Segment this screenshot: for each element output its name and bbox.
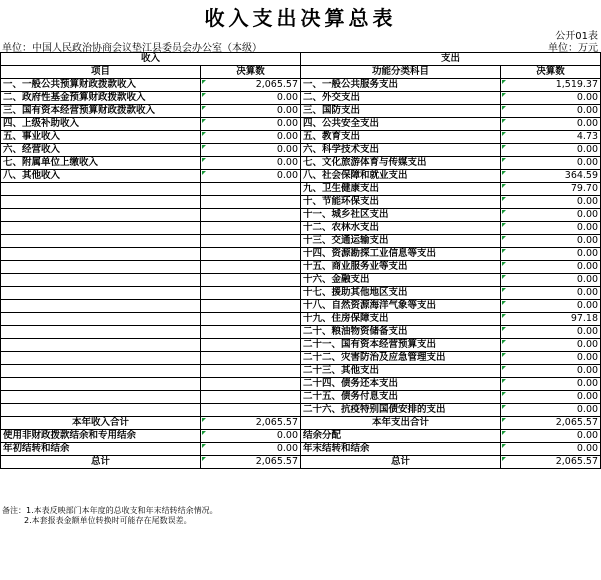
expense-item-cell: 九、卫生健康支出 [301, 183, 501, 196]
year-income-value: 2,065.57 [201, 417, 301, 430]
nonfiscal-value: 0.00 [201, 430, 301, 443]
expense-item-cell: 二十六、抗疫特别国债安排的支出 [301, 404, 501, 417]
table-row [1, 235, 601, 248]
table-row [1, 209, 601, 222]
income-item-cell [1, 196, 201, 209]
expense-item-cell: 十六、金融支出 [301, 274, 501, 287]
table-row [1, 222, 601, 235]
table-row [1, 79, 601, 92]
income-item-cell [1, 352, 201, 365]
footnote-1: 备注：1.本表反映部门本年度的总收支和年末结转结余情况。 [2, 506, 218, 515]
expense-item-cell: 二十一、国有资本经营预算支出 [301, 339, 501, 352]
income-item-cell: 一、一般公共预算财政拨款收入 [1, 79, 201, 92]
currency-label: 单位：万元 [548, 43, 598, 54]
surplus-dist-value: 0.00 [501, 430, 601, 443]
expense-item-cell: 二十、粮油物资储备支出 [301, 326, 501, 339]
expense-item-cell: 二、外交支出 [301, 92, 501, 105]
income-value-cell [201, 274, 301, 287]
expense-value-cell: 0.00 [501, 365, 601, 378]
expense-value-cell: 0.00 [501, 209, 601, 222]
income-value-cell: 0.00 [201, 144, 301, 157]
expense-value-cell: 1,519.37 [501, 79, 601, 92]
income-item-cell [1, 326, 201, 339]
footnote-2: 2.本套报表金额单位转换时可能存在尾数误差。 [24, 516, 192, 525]
table-row [1, 131, 601, 144]
income-value-cell [201, 222, 301, 235]
expense-item-cell: 十二、农林水支出 [301, 222, 501, 235]
grand-total-income: 2,065.57 [201, 456, 301, 469]
income-value-cell: 0.00 [201, 105, 301, 118]
section-header-row [1, 53, 601, 66]
income-item-cell [1, 365, 201, 378]
expense-value-cell: 0.00 [501, 378, 601, 391]
expense-value-cell: 97.18 [501, 313, 601, 326]
item-column-header: 项目 [1, 66, 201, 79]
table-row [1, 118, 601, 131]
income-item-cell: 四、上级补助收入 [1, 118, 201, 131]
income-value-cell: 0.00 [201, 157, 301, 170]
income-value-cell [201, 352, 301, 365]
expense-value-cell: 0.00 [501, 404, 601, 417]
form-number: 公开01表 [555, 31, 598, 42]
income-value-cell: 2,065.57 [201, 79, 301, 92]
year-expense-value: 2,065.57 [501, 417, 601, 430]
table-row [1, 352, 601, 365]
expense-item-cell: 五、教育支出 [301, 131, 501, 144]
income-item-cell [1, 404, 201, 417]
income-item-cell [1, 261, 201, 274]
expense-item-cell: 十八、自然资源海洋气象等支出 [301, 300, 501, 313]
income-value-cell [201, 391, 301, 404]
expense-value-cell: 0.00 [501, 287, 601, 300]
expense-value-cell: 0.00 [501, 157, 601, 170]
income-item-cell: 六、经营收入 [1, 144, 201, 157]
income-item-cell [1, 391, 201, 404]
income-value-cell: 0.00 [201, 131, 301, 144]
income-value-cell [201, 300, 301, 313]
income-value-cell [201, 313, 301, 326]
expense-value-cell: 0.00 [501, 300, 601, 313]
income-value-cell: 0.00 [201, 92, 301, 105]
income-item-cell: 七、附属单位上缴收入 [1, 157, 201, 170]
table-row [1, 365, 601, 378]
income-value-cell [201, 339, 301, 352]
income-value-cell [201, 196, 301, 209]
expense-value-cell: 0.00 [501, 261, 601, 274]
income-item-cell [1, 339, 201, 352]
surplus-dist-label: 结余分配 [301, 430, 501, 443]
begin-balance-value: 0.00 [201, 443, 301, 456]
table-row [1, 300, 601, 313]
expense-value-cell: 0.00 [501, 196, 601, 209]
expense-value-cell: 79.70 [501, 183, 601, 196]
expense-item-cell: 七、文化旅游体育与传媒支出 [301, 157, 501, 170]
income-value-cell: 0.00 [201, 118, 301, 131]
table-row [1, 183, 601, 196]
expense-item-cell: 十三、交通运输支出 [301, 235, 501, 248]
expense-value-cell: 0.00 [501, 118, 601, 131]
income-item-cell [1, 300, 201, 313]
table-row [1, 378, 601, 391]
income-value-cell [201, 183, 301, 196]
grand-total-expense: 2,065.57 [501, 456, 601, 469]
income-item-cell [1, 274, 201, 287]
expense-section-header: 支出 [301, 53, 601, 66]
expense-item-cell: 四、公共安全支出 [301, 118, 501, 131]
expense-value-cell: 0.00 [501, 235, 601, 248]
expense-item-cell: 十、节能环保支出 [301, 196, 501, 209]
expense-item-cell: 十一、城乡社区支出 [301, 209, 501, 222]
expense-item-cell: 十七、援助其他地区支出 [301, 287, 501, 300]
income-item-cell [1, 287, 201, 300]
expense-value-cell: 0.00 [501, 144, 601, 157]
table-row [1, 157, 601, 170]
begin-balance-label: 年初结转和结余 [1, 443, 201, 456]
table-row [1, 105, 601, 118]
income-value-cell [201, 261, 301, 274]
income-item-cell [1, 248, 201, 261]
expense-item-cell: 十四、资源勘探工业信息等支出 [301, 248, 501, 261]
grand-total-label: 总计 [1, 456, 201, 469]
expense-item-cell: 二十四、债务还本支出 [301, 378, 501, 391]
table-row [1, 313, 601, 326]
table-row [1, 144, 601, 157]
page-title: 收入支出决算总表 [204, 6, 397, 30]
nonfiscal-row [1, 430, 601, 443]
income-item-cell [1, 222, 201, 235]
income-value-cell [201, 209, 301, 222]
income-item-cell [1, 378, 201, 391]
expense-value-cell: 0.00 [501, 339, 601, 352]
income-item-cell: 八、其他收入 [1, 170, 201, 183]
grand-total-label-expense: 总计 [301, 456, 501, 469]
func-item-column-header: 功能分类科目 [301, 66, 501, 79]
year-income-label: 本年收入合计 [1, 417, 201, 430]
expense-value-cell: 0.00 [501, 92, 601, 105]
income-item-cell [1, 313, 201, 326]
expense-value-cell: 0.00 [501, 274, 601, 287]
amount2-column-header: 决算数 [501, 66, 601, 79]
expense-item-cell: 二十二、灾害防治及应急管理支出 [301, 352, 501, 365]
income-value-cell [201, 404, 301, 417]
expense-value-cell: 0.00 [501, 326, 601, 339]
expense-item-cell: 二十三、其他支出 [301, 365, 501, 378]
expense-value-cell: 0.00 [501, 105, 601, 118]
expense-value-cell: 364.59 [501, 170, 601, 183]
table-row [1, 404, 601, 417]
column-header-row [1, 66, 601, 79]
table-row [1, 391, 601, 404]
income-item-cell: 二、政府性基金预算财政拨款收入 [1, 92, 201, 105]
income-item-cell [1, 183, 201, 196]
income-section-header: 收入 [1, 53, 301, 66]
income-value-cell [201, 365, 301, 378]
carryover-row [1, 443, 601, 456]
expense-item-cell: 八、社会保障和就业支出 [301, 170, 501, 183]
table-row [1, 326, 601, 339]
table-row [1, 339, 601, 352]
income-value-cell [201, 326, 301, 339]
expense-item-cell: 六、科学技术支出 [301, 144, 501, 157]
expense-item-cell: 十九、住房保障支出 [301, 313, 501, 326]
table-row [1, 92, 601, 105]
income-value-cell [201, 378, 301, 391]
end-balance-value: 0.00 [501, 443, 601, 456]
unit-label: 单位：中国人民政治协商会议垫江县委员会办公室（本级） [2, 43, 262, 54]
expense-value-cell: 4.73 [501, 131, 601, 144]
expense-item-cell: 三、国防支出 [301, 105, 501, 118]
income-item-cell: 三、国有资本经营预算财政拨款收入 [1, 105, 201, 118]
income-item-cell: 五、事业收入 [1, 131, 201, 144]
table-row [1, 287, 601, 300]
table-row [1, 170, 601, 183]
income-item-cell [1, 235, 201, 248]
income-value-cell [201, 287, 301, 300]
year-expense-label: 本年支出合计 [301, 417, 501, 430]
expense-value-cell: 0.00 [501, 222, 601, 235]
income-value-cell: 0.00 [201, 170, 301, 183]
income-value-cell [201, 248, 301, 261]
expense-value-cell: 0.00 [501, 391, 601, 404]
amount-column-header: 决算数 [201, 66, 301, 79]
table-row [1, 248, 601, 261]
nonfiscal-label: 使用非财政拨款结余和专用结余 [1, 430, 201, 443]
expense-item-cell: 一、一般公共服务支出 [301, 79, 501, 92]
year-total-row [1, 417, 601, 430]
table-row [1, 261, 601, 274]
expense-value-cell: 0.00 [501, 352, 601, 365]
expense-value-cell: 0.00 [501, 248, 601, 261]
grand-total-row [1, 456, 601, 469]
table-row [1, 196, 601, 209]
summary-table [0, 52, 601, 469]
expense-item-cell: 二十五、债务付息支出 [301, 391, 501, 404]
income-value-cell [201, 235, 301, 248]
income-item-cell [1, 209, 201, 222]
expense-item-cell: 十五、商业服务业等支出 [301, 261, 501, 274]
footnotes [2, 506, 218, 526]
table-row [1, 274, 601, 287]
end-balance-label: 年末结转和结余 [301, 443, 501, 456]
